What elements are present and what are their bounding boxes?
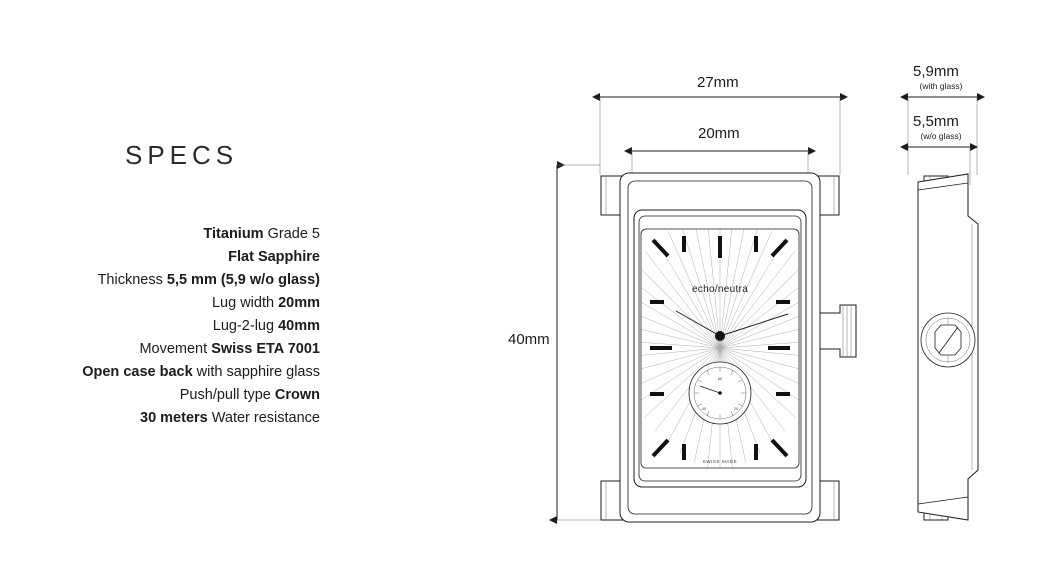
spec-text-run: Movement bbox=[139, 341, 212, 357]
spec-text-run: 20mm bbox=[278, 295, 320, 311]
spec-text-run: 5,5 mm (5,9 w/o glass) bbox=[166, 272, 320, 288]
spec-text-run: Water resistance bbox=[207, 410, 320, 426]
subdial-seconds bbox=[689, 362, 751, 424]
dimension-label-width-case: 20mm bbox=[698, 125, 740, 142]
dimension-label-width-total: 27mm bbox=[697, 74, 739, 91]
dimension-label-thickness-with-glass: 5,9mm bbox=[913, 63, 959, 80]
dimension-arrow-width-total bbox=[600, 97, 840, 175]
spec-text-run: Titanium bbox=[203, 226, 264, 242]
spec-text-run: Open case back bbox=[82, 364, 193, 380]
dimension-label-thickness-without-glass: 5,5mm bbox=[913, 113, 959, 130]
dimension-note-with-glass: (with glass) bbox=[919, 81, 963, 91]
spec-text-run: 40mm bbox=[278, 318, 320, 334]
spec-text-run: Swiss ETA 7001 bbox=[211, 341, 320, 357]
dial-brand-text: echo/neutra bbox=[691, 284, 749, 295]
spec-text-run: Crown bbox=[274, 387, 320, 403]
spec-text-run: with sapphire glass bbox=[192, 364, 320, 380]
spec-text-run: Grade 5 bbox=[263, 226, 320, 242]
dimension-arrow-thickness-with-glass bbox=[908, 97, 977, 175]
svg-text:40: 40 bbox=[701, 406, 707, 411]
dimension-label-height-total: 40mm bbox=[508, 331, 550, 348]
spec-text-run: Lug width bbox=[211, 295, 279, 311]
watch-side-view bbox=[918, 174, 978, 520]
spec-text-run: Thickness bbox=[97, 272, 167, 288]
dial-origin-text: SWISS MADE bbox=[702, 459, 738, 464]
page-title: SPECS bbox=[125, 140, 239, 170]
dimension-note-without-glass: (w/o glass) bbox=[920, 131, 962, 141]
dimension-arrow-height-total bbox=[557, 165, 600, 520]
svg-text:20: 20 bbox=[733, 406, 739, 411]
spec-text-run: 30 meters bbox=[140, 410, 208, 426]
watch-front-view bbox=[601, 173, 856, 522]
spec-text-run: Flat Sapphire bbox=[228, 249, 320, 265]
spec-text-run: Lug-2-lug bbox=[212, 318, 279, 334]
svg-text:60: 60 bbox=[717, 376, 723, 381]
spec-text-run: Push/pull type bbox=[179, 387, 275, 403]
